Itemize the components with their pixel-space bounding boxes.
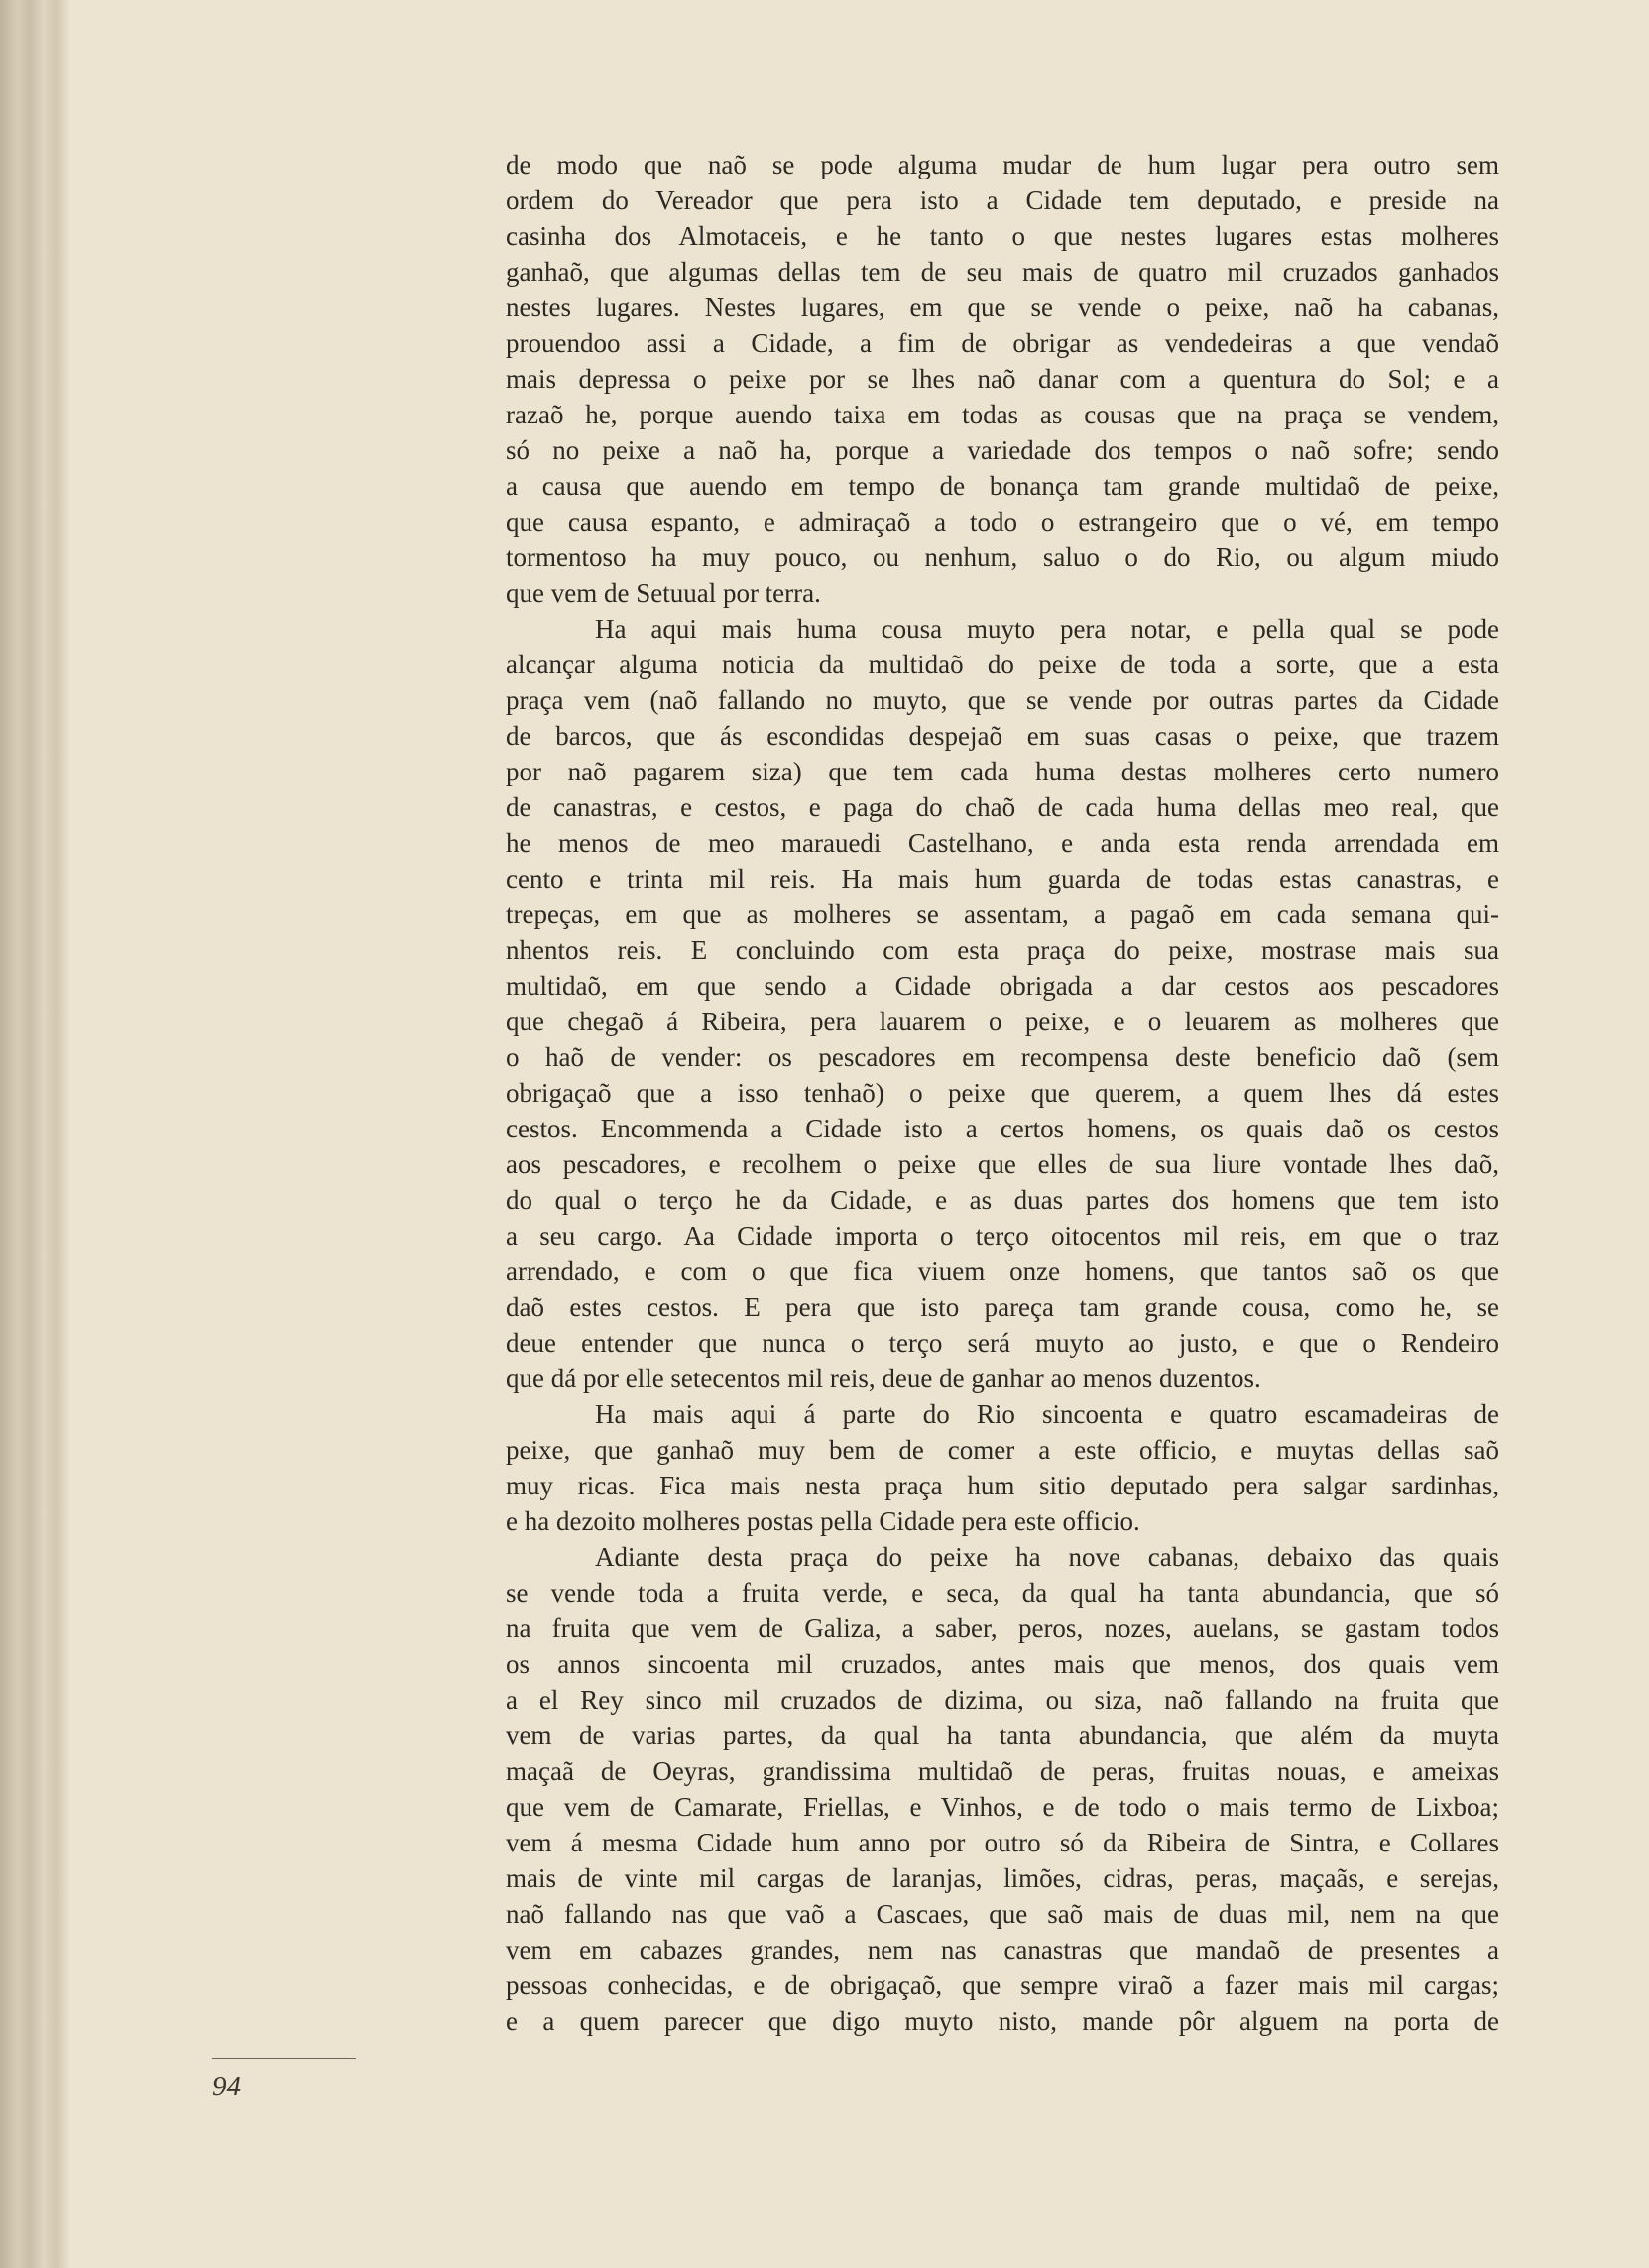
text-line: e ha dezoito molheres postas pella Cidade pera este officio. xyxy=(506,1506,1140,1536)
text-line: casinha dos Almotaceis, e he tanto o que nestes lugares estas molheres xyxy=(506,221,1499,251)
text-line: prouendoo assi a Cidade, a fim de obrigar as vendedeiras a que vendaõ xyxy=(506,328,1499,358)
text-line: nestes lugares. Nestes lugares, em que se vende o peixe, naõ ha cabanas, xyxy=(506,293,1499,322)
text-line: a causa que auendo em tempo de bonança tam grande multidaõ de peixe, xyxy=(506,471,1499,501)
text-line: tormentoso ha muy pouco, ou nenhum, saluo o do Rio, ou algum miudo xyxy=(506,542,1499,572)
text-line: o haõ de vender: os pescadores em recompensa deste beneficio daõ (sem xyxy=(506,1042,1499,1072)
text-line: maçaã de Oeyras, grandissima multidaõ de peras, fruitas nouas, e ameixas xyxy=(506,1756,1499,1786)
text-line: vem em cabazes grandes, nem nas canastras que mandaõ de presentes a xyxy=(506,1935,1499,1965)
text-line: nhentos reis. E concluindo com esta praça do peixe, mostrase mais sua xyxy=(506,935,1499,965)
text-line: e a quem parecer que digo muyto nisto, mande pôr alguem na porta de xyxy=(506,2006,1499,2036)
text-line: cento e trinta mil reis. Ha mais hum guarda de todas estas canastras, e xyxy=(506,864,1499,894)
body-text xyxy=(506,147,1499,2039)
text-line: que chegaõ á Ribeira, pera lauarem o peixe, e o leuarem as molheres que xyxy=(506,1007,1499,1036)
book-binding-gutter xyxy=(0,0,69,2268)
text-line: vem á mesma Cidade hum anno por outro só da Ribeira de Sintra, e Collares xyxy=(506,1828,1499,1857)
text-line: peixe, que ganhaõ muy bem de comer a este officio, e muytas dellas saõ xyxy=(506,1435,1499,1465)
text-line: mais de vinte mil cargas de laranjas, limões, cidras, peras, maçaãs, e serejas, xyxy=(506,1863,1499,1893)
page-number: 94 xyxy=(212,2071,241,2102)
text-line: na fruita que vem de Galiza, a saber, peros, nozes, auelans, se gastam todos xyxy=(506,1613,1499,1643)
text-line: a seu cargo. Aa Cidade importa o terço oitocentos mil reis, em que o traz xyxy=(506,1221,1499,1251)
text-line: mais depressa o peixe por se lhes naõ danar com a quentura do Sol; e a xyxy=(506,364,1499,394)
text-line: se vende toda a fruita verde, e seca, da qual ha tanta abundancia, que só xyxy=(506,1578,1499,1608)
text-line: de canastras, e cestos, e paga do chaõ de cada huma dellas meo real, que xyxy=(506,792,1499,822)
text-line: que vem de Camarate, Friellas, e Vinhos, e de todo o mais termo de Lixboa; xyxy=(506,1792,1499,1822)
text-line: de modo que naõ se pode alguma mudar de hum lugar pera outro sem xyxy=(506,150,1499,179)
text-line: vem de varias partes, da qual ha tanta abundancia, que além da muyta xyxy=(506,1721,1499,1750)
text-line: razaõ he, porque auendo taixa em todas as cousas que na praça se vendem, xyxy=(506,400,1499,429)
text-line: cestos. Encommenda a Cidade isto a certos homens, os quais daõ os cestos xyxy=(506,1114,1499,1143)
text-line: alcançar alguma noticia da multidaõ do peixe de toda a sorte, que a esta xyxy=(506,650,1499,679)
text-line: Adiante desta praça do peixe ha nove cabanas, debaixo das quais xyxy=(595,1542,1499,1572)
text-line: praça vem (naõ fallando no muyto, que se vende por outras partes da Cidade xyxy=(506,685,1499,715)
text-line: pessoas conhecidas, e de obrigaçaõ, que sempre viraõ a fazer mais mil cargas; xyxy=(506,1970,1499,2000)
text-line: por naõ pagarem siza) que tem cada huma destas molheres certo numero xyxy=(506,757,1499,786)
text-line: ganhaõ, que algumas dellas tem de seu mais de quatro mil cruzados ganhados xyxy=(506,257,1499,287)
text-line: Ha aqui mais huma cousa muyto pera notar, e pella qual se pode xyxy=(595,614,1499,644)
text-line: muy ricas. Fica mais nesta praça hum sitio deputado pera salgar sardinhas, xyxy=(506,1471,1499,1500)
text-line: a el Rey sinco mil cruzados de dizima, ou siza, naõ fallando na fruita que xyxy=(506,1685,1499,1715)
text-line: arrendado, e com o que fica viuem onze homens, que tantos saõ os que xyxy=(506,1256,1499,1286)
text-line: Ha mais aqui á parte do Rio sincoenta e quatro escamadeiras de xyxy=(595,1399,1499,1429)
text-line: que vem de Setuual por terra. xyxy=(506,578,821,608)
text-line: naõ fallando nas que vaõ a Cascaes, que saõ mais de duas mil, nem na que xyxy=(506,1899,1499,1929)
text-line: daõ estes cestos. E pera que isto pareça tam grande cousa, como he, se xyxy=(506,1292,1499,1322)
text-line: de barcos, que ás escondidas despejaõ em suas casas o peixe, que trazem xyxy=(506,721,1499,751)
text-line: he menos de meo marauedi Castelhano, e anda esta renda arrendada em xyxy=(506,828,1499,858)
text-line: ordem do Vereador que pera isto a Cidade tem deputado, e preside na xyxy=(506,185,1499,215)
text-line: que causa espanto, e admiraçaõ a todo o estrangeiro que o vé, em tempo xyxy=(506,507,1499,537)
text-line: aos pescadores, e recolhem o peixe que elles de sua liure vontade lhes daõ, xyxy=(506,1149,1499,1179)
text-line: os annos sincoenta mil cruzados, antes mais que menos, dos quais vem xyxy=(506,1649,1499,1679)
footer-rule xyxy=(212,2058,356,2059)
text-line: que dá por elle setecentos mil reis, deue de ganhar ao menos duzentos. xyxy=(506,1364,1261,1393)
text-line: só no peixe a naõ ha, porque a variedade dos tempos o naõ sofre; sendo xyxy=(506,435,1499,465)
text-line: multidaõ, em que sendo a Cidade obrigada a dar cestos aos pescadores xyxy=(506,971,1499,1001)
text-line: do qual o terço he da Cidade, e as duas partes dos homens que tem isto xyxy=(506,1185,1499,1215)
text-line: deue entender que nunca o terço será muyto ao justo, e que o Rendeiro xyxy=(506,1328,1499,1358)
text-line: obrigaçaõ que a isso tenhaõ) o peixe que querem, a quem lhes dá estes xyxy=(506,1078,1499,1108)
text-line: trepeças, em que as molheres se assentam, a pagaõ em cada semana qui- xyxy=(506,899,1499,929)
